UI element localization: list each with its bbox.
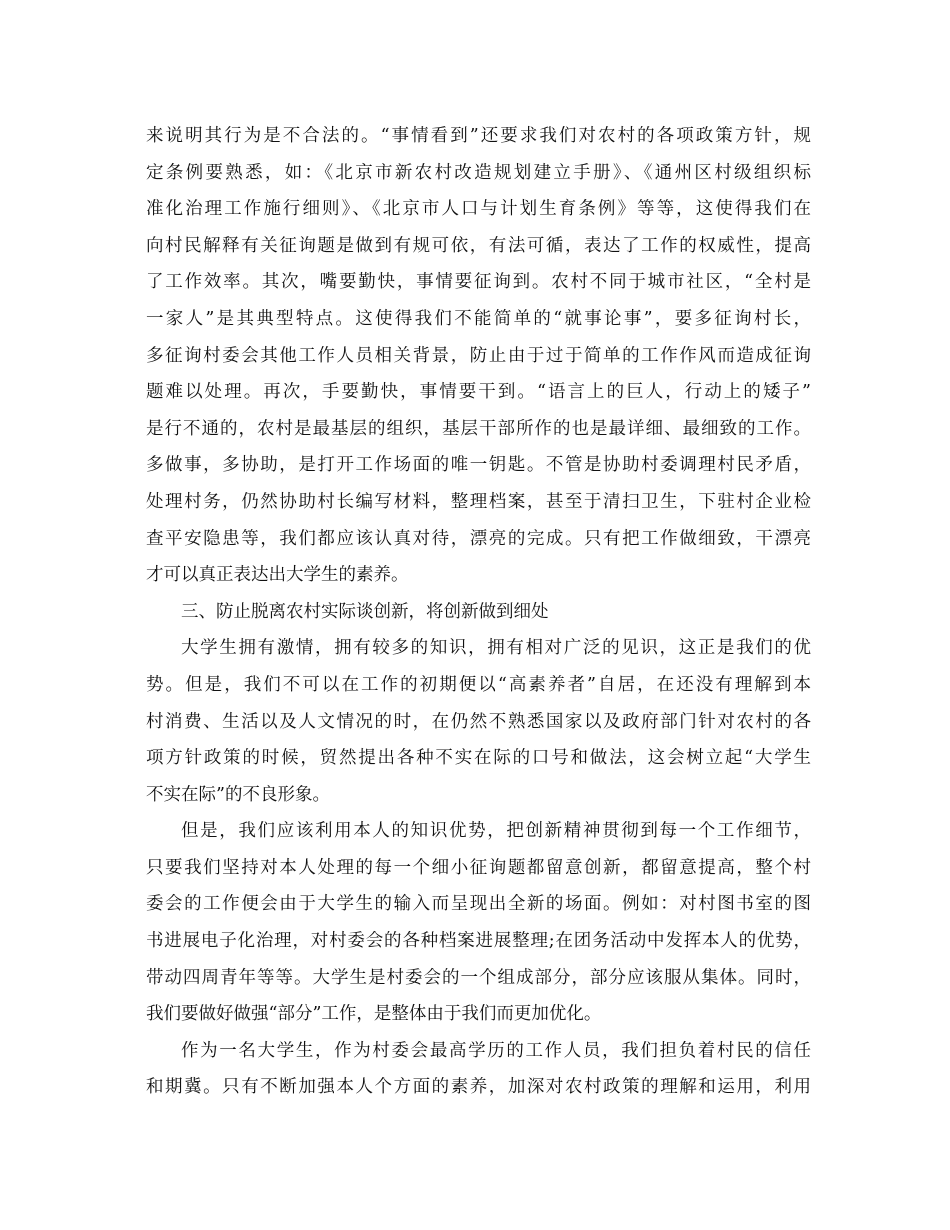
text-line: 是行不通的，农村是最基层的组织，基层干部所作的也是最详细、最细致的工作。 (146, 418, 811, 439)
text-line: 作为一名大学生，作为村委会最高学历的工作人员，我们担负着村民的信任 (181, 1040, 811, 1061)
text-line: 不实在际”的不良形象。 (146, 784, 330, 805)
text-line: 势。但是，我们不可以在工作的初期便以“高素养者”自居，在还没有理解到本 (146, 674, 811, 695)
text-line: 向村民解释有关征询题是做到有规可依，有法可循，表达了工作的权威性，提高 (146, 235, 811, 256)
text-line: 多征询村委会其他工作人员相关背景，防止由于过于简单的工作作风而造成征询 (146, 345, 811, 366)
text-line: 我们要做好做强“部分”工作，是整体由于我们而更加优化。 (146, 1004, 602, 1025)
text-line: 定条例要熟悉，如：《北京市新农村改造规划建立手册》、《通州区村级组织标 (146, 162, 811, 183)
text-line: 查平安隐患等，我们都应该认真对待，漂亮的完成。只有把工作做细致，干漂亮 (146, 528, 811, 549)
text-line: 项方针政策的时候，贸然提出各种不实在际的口号和做法，这会树立起“大学生 (146, 748, 811, 769)
text-line: 一家人”是其典型特点。这使得我们不能简单的“就事论事”，要多征询村长， (146, 308, 811, 329)
text-line: 多做事，多协助，是打开工作场面的唯一钥匙。不管是协助村委调理村民矛盾， (146, 455, 811, 476)
text-line: 才可以真正表达出大学生的素养。 (146, 565, 409, 586)
text-line: 但是，我们应该利用本人的知识优势，把创新精神贯彻到每一个工作细节， (181, 821, 811, 842)
text-line: 了工作效率。其次，嘴要勤快，事情要征询到。农村不同于城市社区，“全村是 (146, 272, 811, 293)
text-line: 村消费、生活以及人文情况的时，在仍然不熟悉国家以及政府部门针对农村的各 (146, 711, 811, 732)
text-line: 只要我们坚持对本人处理的每一个细小征询题都留意创新，都留意提高，整个村 (146, 857, 811, 878)
text-line: 来说明其行为是不合法的。“事情看到”还要求我们对农村的各项政策方针，规 (146, 126, 811, 146)
text-line: 三、防止脱离农村实际谈创新，将创新做到细处 (181, 601, 549, 622)
document-body (146, 118, 811, 1106)
text-line: 带动四周青年等等。大学生是村委会的一个组成部分，部分应该服从集体。同时， (146, 967, 811, 988)
text-line: 准化治理工作施行细则》、《北京市人口与计划生育条例》等等，这使得我们在 (146, 199, 811, 220)
text-line: 和期冀。只有不断加强本人个方面的素养，加深对农村政策的理解和运用，利用 (146, 1077, 811, 1098)
text-line: 处理村务，仍然协助村长编写材料，整理档案，甚至于清扫卫生，下驻村企业检 (146, 491, 811, 512)
text-line: 书进展电子化治理，对村委会的各种档案进展整理;在团务活动中发挥本人的优势， (146, 931, 811, 952)
text-line: 题难以处理。再次，手要勤快，事情要干到。“语言上的巨人，行动上的矮子” (146, 382, 811, 403)
text-line: 委会的工作便会由于大学生的输入而呈现出全新的场面。例如：对村图书室的图 (146, 894, 811, 915)
text-line: 大学生拥有激情，拥有较多的知识，拥有相对广泛的见识，这正是我们的优 (181, 638, 811, 659)
